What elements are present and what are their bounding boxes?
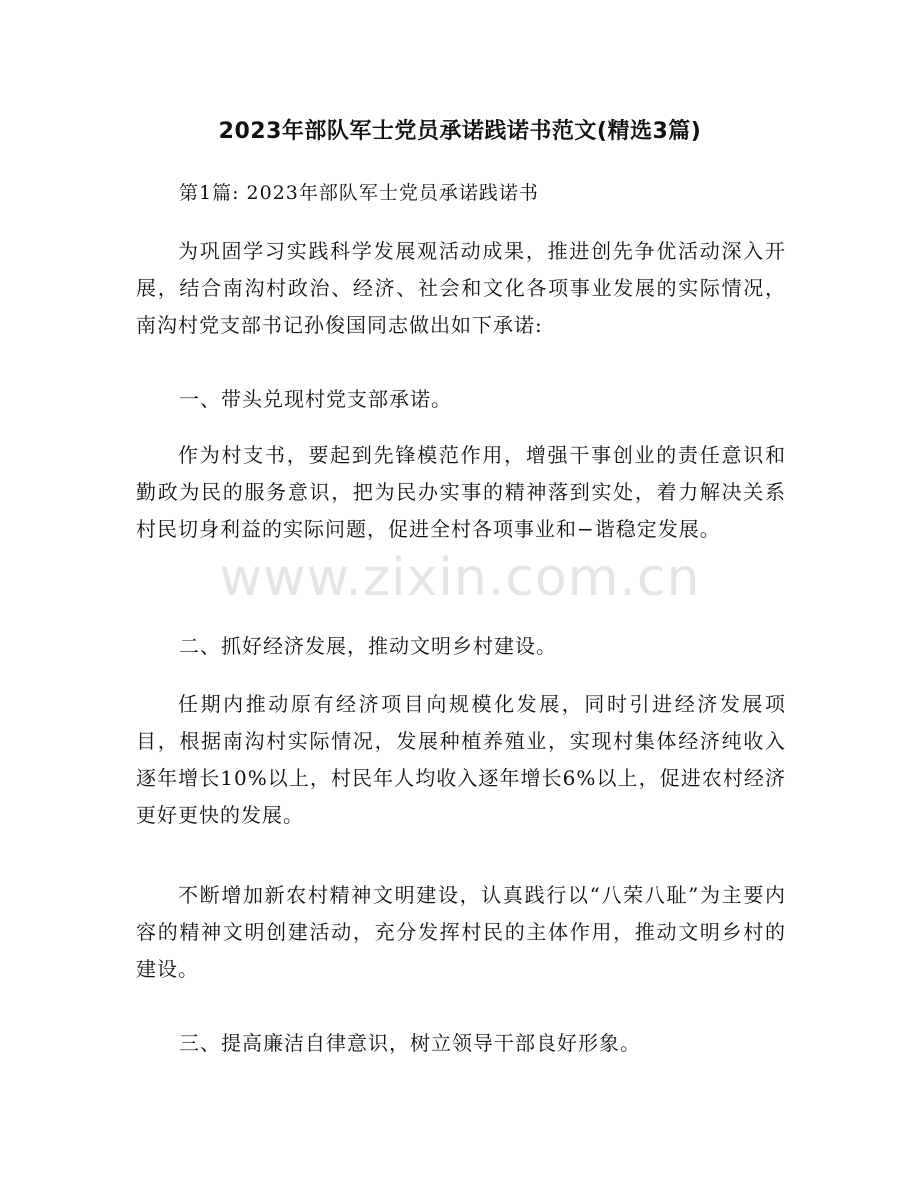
document-title: 2023年部队军士党员承诺践诺书范文(精选3篇) <box>218 119 702 144</box>
paragraph-section-1: 作为村支书，要起到先锋模范作用，增强干事创业的责任意识和勤政为民的服务意识，把为民办实事的精神落到实处，着力解决关系村民切身利益的实际问题，促进全村各项事业和−谐稳定发展。 <box>136 443 786 541</box>
document-subtitle: 第1篇: 2023年部队军士党员承诺践诺书 <box>179 182 539 204</box>
section-heading-3: 三、提高廉洁自律意识，树立领导干部良好形象。 <box>179 1031 641 1055</box>
paragraph-section-2a: 任期内推动原有经济项目向规模化发展，同时引进经济发展项目，根据南沟村实际情况，发展种植养殖业，实现村集体经济纯收入逐年增长10%以上，村民年人均收入逐年增长6%以上，促进农村经济更好更快的发展。 <box>136 692 786 827</box>
section-heading-2: 二、抓好经济发展，推动文明乡村建设。 <box>179 634 557 658</box>
paragraph-intro: 为巩固学习实践科学发展观活动成果，推进创先争优活动深入开展，结合南沟村政治、经济、社会和文化各项事业发展的实际情况，南沟村党支部书记孙俊国同志做出如下承诺: <box>136 239 786 337</box>
paragraph-section-2b: 不断增加新农村精神文明建设，认真践行以“八荣八耻”为主要内容的精神文明创建活动，充分发挥村民的主体作用，推动文明乡村的建设。 <box>136 883 786 981</box>
section-heading-1: 一、带头兑现村党支部承诺。 <box>179 387 452 411</box>
watermark: www.zixin.com.cn <box>219 548 701 608</box>
